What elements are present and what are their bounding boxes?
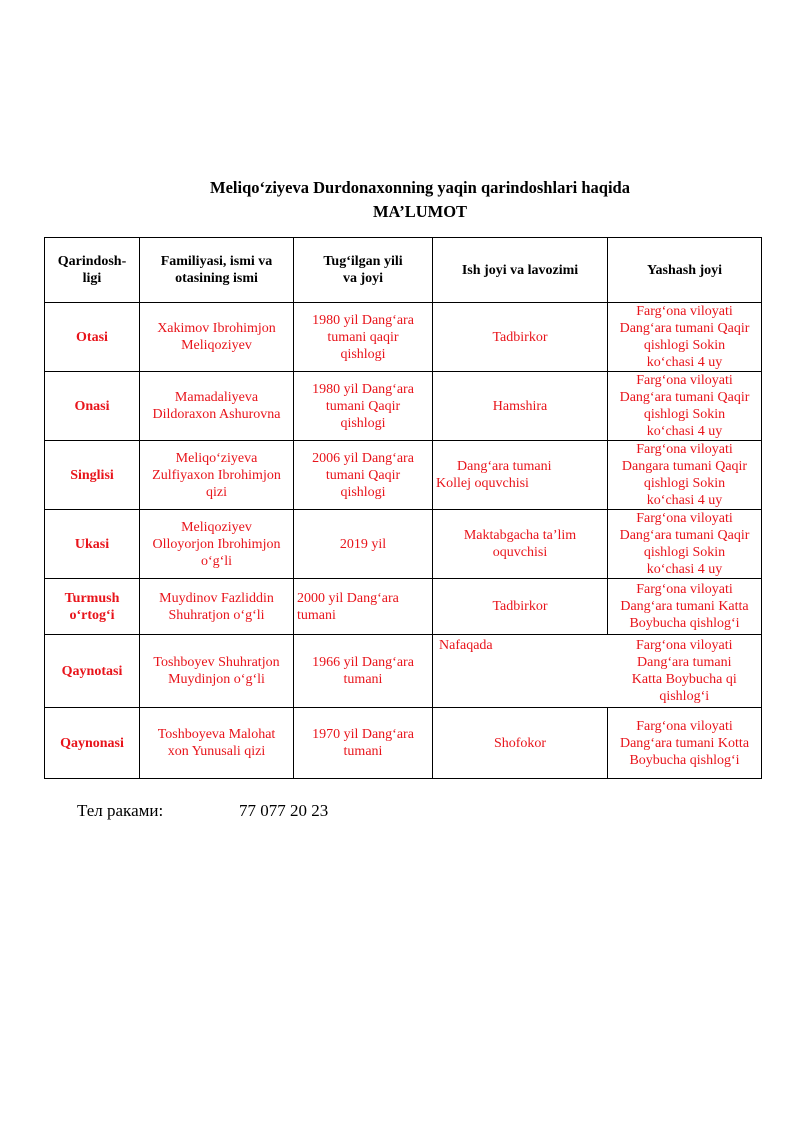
table-row — [45, 510, 762, 579]
cell-full-name: Meliqo‘ziyeva Zulfiyaxon Ibrohimjon qizi — [140, 441, 294, 510]
cell-residence: Farg‘ona viloyati Dang‘ara tumani Qaqir qishlogi Sokin ko‘chasi 4 uy — [608, 303, 762, 372]
cell-birth: 1970 yil Dang‘ara tumani — [294, 708, 433, 779]
table-row — [45, 303, 762, 372]
cell-work: Hamshira — [433, 372, 608, 441]
cell-work: Dang‘ara tumani Kollej oquvchisi — [433, 441, 608, 510]
cell-work: Tadbirkor — [433, 579, 608, 635]
relatives-table — [44, 237, 762, 779]
cell-birth: 2019 yil — [294, 510, 433, 579]
table-row — [45, 579, 762, 635]
header-relation: Qarindosh- ligi — [45, 238, 140, 303]
cell-full-name: Meliqoziyev Olloyorjon Ibrohimjon o‘g‘li — [140, 510, 294, 579]
document-title — [0, 176, 800, 224]
cell-relation: Ukasi — [45, 510, 140, 579]
cell-work: Shofokor — [433, 708, 608, 779]
cell-residence: Farg‘ona viloyati Dang‘ara tumani Katta Boybucha qi qishlog‘i — [631, 638, 737, 704]
cell-birth: 2006 yil Dang‘ara tumani Qaqir qishlogi — [294, 441, 433, 510]
title-line-1: Meliqo‘ziyeva Durdonaxonning yaqin qarindoshlari haqida — [210, 178, 630, 197]
cell-relation: Otasi — [45, 303, 140, 372]
cell-work: Maktabgacha ta’lim oquvchisi — [433, 510, 608, 579]
table-row — [45, 441, 762, 510]
cell-full-name: Mamadaliyeva Dildoraxon Ashurovna — [140, 372, 294, 441]
cell-residence: Farg‘ona viloyati Dangara tumani Qaqir qishlogi Sokin ko‘chasi 4 uy — [608, 441, 762, 510]
header-work: Ish joyi va lavozimi — [433, 238, 608, 303]
cell-relation: Singlisi — [45, 441, 140, 510]
cell-birth: 1966 yil Dang‘ara tumani — [294, 635, 433, 708]
cell-work: Nafaqada — [439, 638, 493, 653]
title-line-2: MA’LUMOT — [372, 202, 468, 221]
cell-residence: Farg‘ona viloyati Dang‘ara tumani Kotta Boybucha qishlog‘i — [608, 708, 762, 779]
cell-work: Tadbirkor — [433, 303, 608, 372]
header-full-name: Familiyasi, ismi va otasining ismi — [140, 238, 294, 303]
cell-birth: 2000 yil Dang‘ara tumani — [294, 579, 433, 635]
table-row — [45, 635, 762, 708]
cell-birth: 1980 yil Dang‘ara tumani qaqir qishlogi — [294, 303, 433, 372]
cell-relation: Onasi — [45, 372, 140, 441]
cell-work-residence-merged — [433, 635, 762, 708]
cell-relation: Qaynonasi — [45, 708, 140, 779]
phone-label: Тел раками: — [77, 801, 164, 820]
table-row — [45, 372, 762, 441]
cell-residence: Farg‘ona viloyati Dang‘ara tumani Qaqir qishlogi Sokin ko‘chasi 4 uy — [608, 372, 762, 441]
cell-full-name: Toshboyeva Malohat xon Yunusali qizi — [140, 708, 294, 779]
phone-number: 77 077 20 23 — [239, 801, 329, 820]
cell-relation: Qaynotasi — [45, 635, 140, 708]
table-row — [45, 708, 762, 779]
table-header-row — [45, 238, 762, 303]
cell-full-name: Muydinov Fazliddin Shuhratjon o‘g‘li — [140, 579, 294, 635]
cell-relation: Turmush o‘rtog‘i — [45, 579, 140, 635]
cell-residence: Farg‘ona viloyati Dang‘ara tumani Qaqir qishlogi Sokin ko‘chasi 4 uy — [608, 510, 762, 579]
cell-full-name: Xakimov Ibrohimjon Meliqoziyev — [140, 303, 294, 372]
header-birth: Tug‘ilgan yili va joyi — [294, 238, 433, 303]
cell-full-name: Toshboyev Shuhratjon Muydinjon o‘g‘li — [140, 635, 294, 708]
cell-residence: Farg‘ona viloyati Dang‘ara tumani Katta Boybucha qishlog‘i — [608, 579, 762, 635]
cell-birth: 1980 yil Dang‘ara tumani Qaqir qishlogi — [294, 372, 433, 441]
header-residence: Yashash joyi — [608, 238, 762, 303]
